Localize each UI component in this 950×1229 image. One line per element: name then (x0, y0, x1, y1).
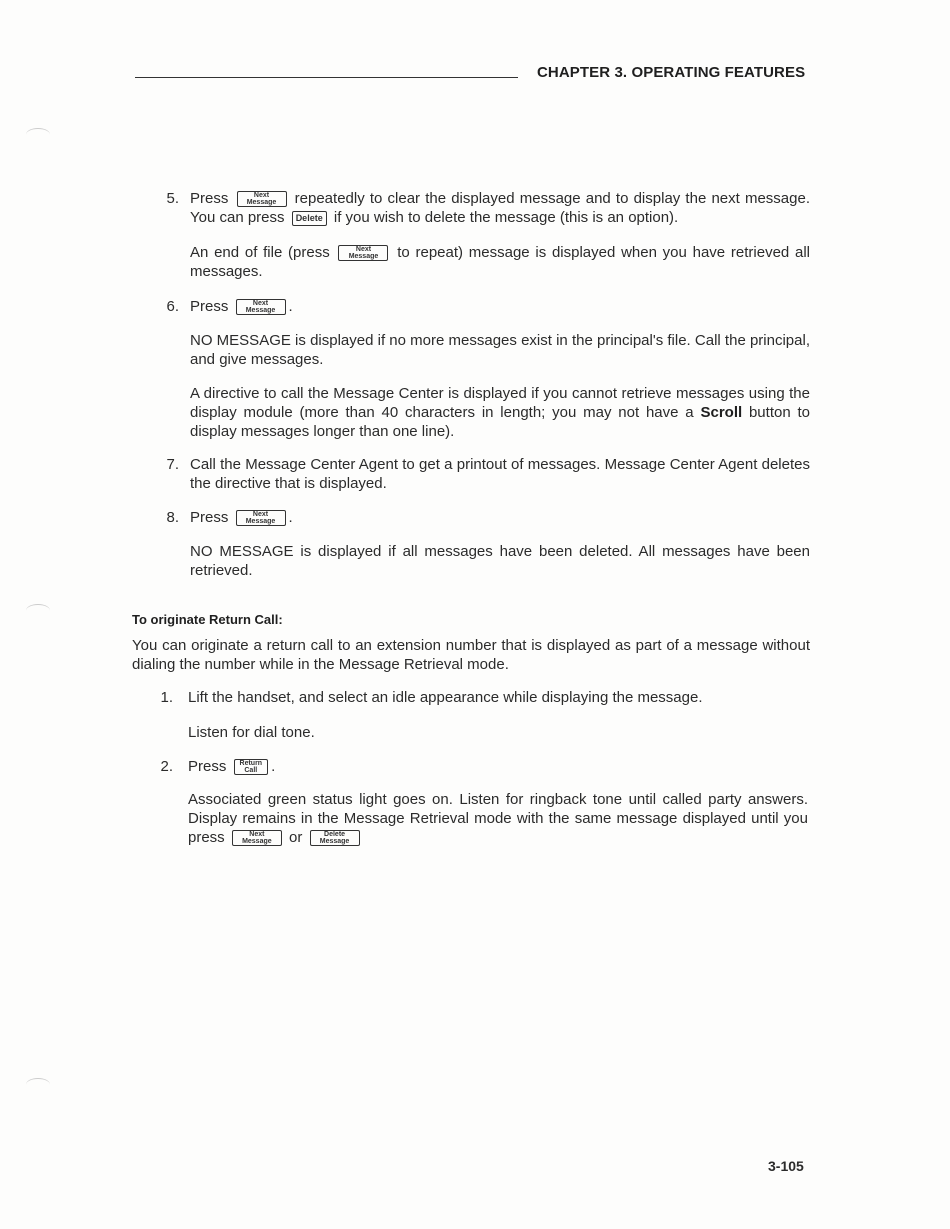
step-6-note-1: NO MESSAGE is displayed if no more messages exist in the principal's file. Call the principal, and give messages. (190, 332, 810, 368)
left-margin-mark (26, 604, 50, 617)
step-7: 7. Call the Message Center Agent to get a printout of messages. Message Center Agent deletes the directive that is displayed. (190, 455, 810, 493)
return-call-key-icon: Return Call (234, 759, 269, 775)
step-number: 7. (166, 456, 179, 473)
left-margin-mark (26, 1078, 50, 1091)
step-8: 8. Press Next Message . (190, 508, 810, 527)
step-number: 1. (160, 689, 173, 706)
next-message-key-icon: Next Message (338, 245, 388, 261)
step-6-note-2: A directive to call the Message Center is displayed if you cannot retrieve messages using the display module (more than 40 characters in length; you may not have a Scroll button to display messages longer than one line). (190, 385, 810, 440)
return-step-1-note: Listen for dial tone. (188, 724, 315, 741)
next-message-key-icon: Next Message (236, 299, 286, 315)
step-number: 2. (160, 758, 173, 775)
next-message-key-icon: Next Message (232, 830, 282, 846)
page-number: 3-105 (768, 1158, 804, 1174)
left-margin-mark (26, 128, 50, 141)
next-message-key-icon: Next Message (236, 510, 286, 526)
section-heading: To originate Return Call: (132, 612, 283, 627)
return-step-1: 1. Lift the handset, and select an idle appearance while displaying the message. (188, 688, 808, 707)
step-6: 6. Press Next Message . (190, 297, 810, 316)
step-8-note: NO MESSAGE is displayed if all messages have been deleted. All messages have been retrieved. (190, 543, 810, 579)
step-text: Press (190, 190, 229, 207)
step-5 (166, 189, 810, 227)
chapter-title: CHAPTER 3. OPERATING FEATURES (537, 64, 806, 81)
header-rule (135, 77, 518, 78)
delete-key-icon: Delete (292, 211, 327, 226)
section-intro: You can originate a return call to an extension number that is displayed as part of a message without dialing the number while in the Message Retrieval mode. (132, 637, 810, 673)
delete-message-key-icon: Delete Message (310, 830, 360, 846)
scroll-label: Scroll (700, 404, 743, 421)
next-message-key-icon: Next Message (237, 191, 287, 207)
step-5-note: An end of file (press Next Message to repeat) message is displayed when you have retrieved all messages. (190, 244, 811, 280)
step-text: if you wish to delete the message (this is an option). (333, 209, 679, 226)
step-number: 5. (166, 190, 179, 207)
step-number: 6. (166, 298, 179, 315)
step-number: 8. (166, 509, 179, 526)
step-text: repeatedly to clear the displayed message and to display the next message. You can press (190, 190, 810, 226)
return-step-2: 2. Press Return Call . (188, 757, 808, 776)
return-step-2-note: Associated green status light goes on. Listen for ringback tone until called party answers. Display remains in the Message Retrieval mode with the same message displayed until you press Next Message or Delete Message (188, 791, 808, 846)
